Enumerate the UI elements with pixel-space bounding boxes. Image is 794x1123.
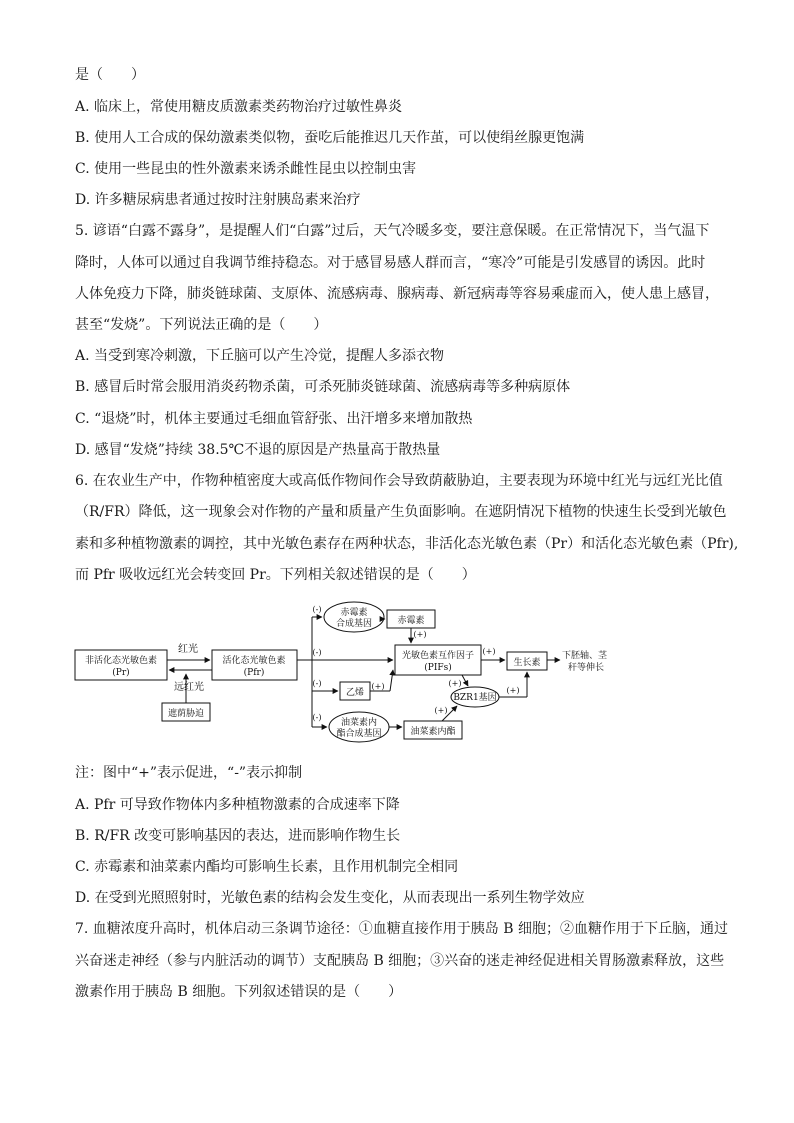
- pr-label-1: 非活化态光敏色素: [84, 656, 158, 666]
- minus-sign-pif: (-): [312, 648, 322, 657]
- q5-option-c: C. “退烧”时，机体主要通过毛细血管舒张、出汗增多来增加散热: [75, 411, 473, 427]
- plus-sign-ga: (+): [413, 630, 427, 639]
- brassinolide-label: 油菜素内酯: [410, 727, 456, 737]
- q7-stem-1: 7. 血糖浓度升高时，机体启动三条调节途径：①血糖直接作用于胰岛 B 细胞；②血糖作用于下丘脑，通过: [75, 921, 728, 937]
- pif-label-2: (PIFs): [424, 663, 452, 673]
- br-gene-label-1: 油菜素内: [340, 718, 378, 728]
- far-red-light-label: 远红光: [174, 682, 204, 693]
- q5-stem-2: 降时，人体可以通过自我调节维持稳态。对于感冒易感人群而言，“寒冷”可能是引发感冒的诱因。此时: [75, 255, 706, 271]
- bzr1-label: BZR1基因: [453, 693, 497, 703]
- q5-option-a: A. 当受到寒冷刺激，下丘脑可以产生冷觉，提醒人多添衣物: [75, 348, 445, 364]
- q4-option-b: B. 使用人工合成的保幼激素类似物，蚕吃后能推迟几天作茧，可以使绢丝腺更饱满: [75, 130, 585, 146]
- gibberellin-label: 赤霉素: [397, 616, 425, 626]
- q4-option-a: A. 临床上，常使用糖皮质激素类药物治疗过敏性鼻炎: [75, 99, 403, 115]
- ga-gene-label-1: 赤霉素: [340, 608, 368, 618]
- q6-option-c: C. 赤霉素和油菜素内酯均可影响生长素，且作用机制完全相同: [75, 859, 459, 875]
- pfr-label-2: (Pfr): [243, 668, 265, 678]
- plus-sign-pif-bzr1: (+): [448, 679, 462, 688]
- shade-stress-label: 遮荫胁迫: [167, 709, 205, 719]
- q7-stem-3: 激素作用于胰岛 B 细胞。下列叙述错误的是（ ）: [75, 984, 403, 1000]
- q6-note: 注：图中“+”表示促进，“-”表示抑制: [75, 765, 303, 781]
- auxin-label: 生长素: [513, 658, 541, 668]
- phytochrome-regulation-diagram: [72, 600, 632, 750]
- q6-stem-2: （R/FR）降低，这一现象会对作物的产量和质量产生负面影响。在遮阴情况下植物的快速生长受到光敏色: [75, 504, 727, 520]
- q6-stem-4: 而 Pfr 吸收远红光会转变回 Pr。下列相关叙述错误的是（ ）: [75, 567, 476, 583]
- q6-stem-1: 6. 在农业生产中，作物种植密度大或高低作物间作会导致荫蔽胁迫，主要表现为环境中红光与远红光比值: [75, 473, 723, 489]
- pif-label-1: 光敏色素互作因子: [401, 651, 475, 661]
- outcome-label-1: 下胚轴、茎: [562, 651, 608, 661]
- pfr-label-1: 活化态光敏色素: [222, 656, 286, 666]
- red-light-label: 红光: [178, 644, 198, 655]
- q6-option-a: A. Pfr 可导致作物体内多种植物激素的合成速率下降: [75, 797, 400, 813]
- q5-stem-4: 甚至“发烧”。下列说法正确的是（ ）: [75, 317, 328, 333]
- q6-option-b: B. R/FR 改变可影响基因的表达，进而影响作物生长: [75, 828, 401, 844]
- q5-option-d: D. 感冒“发烧”持续 38.5℃不退的原因是产热量高于散热量: [75, 442, 441, 458]
- q4-option-c: C. 使用一些昆虫的性外激素来诱杀雌性昆虫以控制虫害: [75, 161, 417, 177]
- q5-option-b: B. 感冒后时常会服用消炎药物杀菌，可杀死肺炎链球菌、流感病毒等多种病原体: [75, 379, 571, 395]
- pr-label-2: (Pr): [112, 668, 130, 678]
- q4-stem-end: 是（ ）: [75, 67, 145, 83]
- outcome-label-2: 秆等伸长: [568, 663, 605, 673]
- minus-sign-ethylene: (-): [312, 679, 322, 688]
- q6-stem-3: 素和多种植物激素的调控，其中光敏色素存在两种状态，非活化态光敏色素（Pr）和活化态光敏色素（Pfr),: [75, 536, 739, 552]
- plus-sign-bzr1-auxin: (+): [506, 686, 520, 695]
- ga-gene-label-2: 合成基因: [335, 619, 373, 629]
- plus-sign-auxin: (+): [482, 647, 496, 656]
- q5-stem-3: 人体免疫力下降，肺炎链球菌、支原体、流感病毒、腺病毒、新冠病毒等容易乘虚而入，使人患上感冒，: [75, 286, 719, 302]
- q4-option-d: D. 许多糖尿病患者通过按时注射胰岛素来治疗: [75, 192, 361, 208]
- q5-stem-1: 5. 谚语“白露不露身”，是提醒人们“白露”过后，天气冷暖多变，要注意保暖。在正常情况下，当气温下: [75, 223, 710, 239]
- plus-sign-ethylene: (+): [371, 682, 385, 691]
- q7-stem-2: 兴奋迷走神经（参与内脏活动的调节）支配胰岛 B 细胞；③兴奋的迷走神经促进相关胃肠激素释放，这些: [75, 953, 725, 969]
- q6-option-d: D. 在受到光照照射时，光敏色素的结构会发生变化，从而表现出一系列生物学效应: [75, 890, 585, 906]
- minus-sign-br: (-): [312, 713, 322, 722]
- ethylene-label: 乙烯: [345, 688, 365, 698]
- plus-sign-br-bzr1: (+): [434, 706, 448, 715]
- br-gene-label-2: 酯合成基因: [336, 729, 382, 739]
- minus-sign-ga: (-): [312, 605, 322, 614]
